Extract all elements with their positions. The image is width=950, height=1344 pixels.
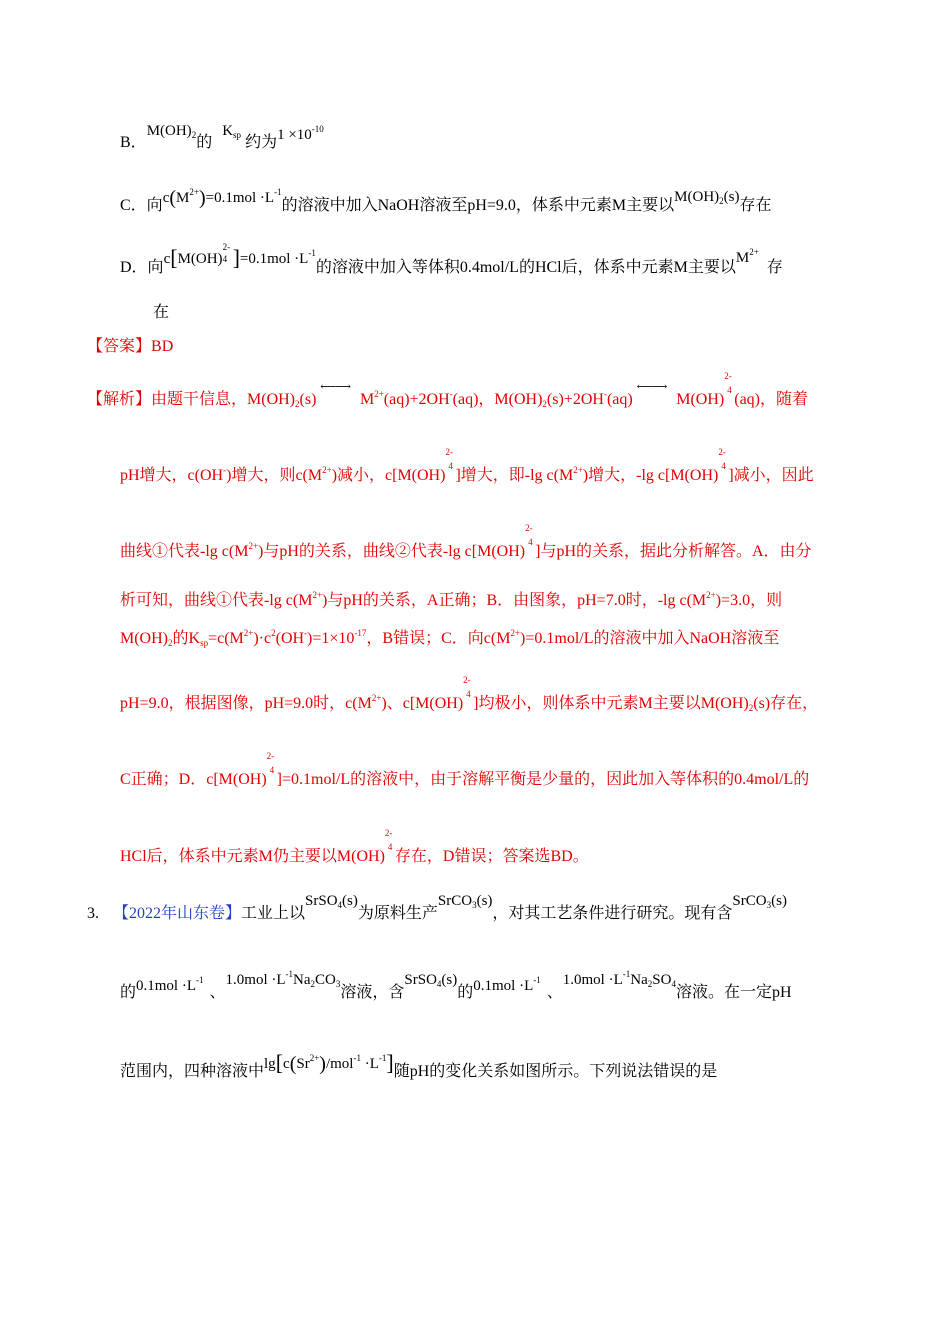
text: 、	[546, 984, 563, 1001]
formula-superscript: -1	[274, 187, 282, 197]
formula-ion-charge	[222, 242, 233, 264]
text: HCl后，体系中元素M仍主要以M(OH)	[120, 848, 385, 865]
ion-charge	[384, 828, 395, 861]
formula-superscript: -1	[622, 969, 631, 979]
formula-superscript: 2+	[309, 1053, 320, 1063]
question-source-tag: 【2022年山东卷】	[113, 905, 242, 922]
formula-srco3	[438, 893, 493, 909]
formula-na2so4	[562, 969, 676, 989]
superscript: -17	[354, 628, 367, 638]
formula-text: 0.1mol ·L	[473, 978, 534, 994]
formula-subscript: 4	[222, 254, 228, 264]
subscript: 4	[727, 385, 732, 395]
formula-superscript: -1	[196, 975, 204, 985]
text: (OH	[275, 630, 305, 647]
subscript: 4	[269, 765, 275, 775]
text: ]均极小，则体系中元素M主要以M(OH)	[473, 695, 749, 712]
paren: )	[319, 1053, 326, 1075]
formula-superscript: 2+	[189, 187, 199, 197]
superscript: 2+	[573, 465, 583, 475]
text: 析可知，曲线①代表-lg c(M	[120, 592, 313, 609]
text: )增大，则c(M	[226, 467, 323, 484]
formula-subscript: 4	[436, 979, 442, 989]
analysis-line-3	[120, 523, 812, 560]
formula-text: SO	[652, 972, 672, 988]
text: 范围内，四种溶液中	[120, 1063, 265, 1080]
text: M(OH)	[676, 391, 725, 408]
question-3-line-1	[87, 893, 787, 922]
formula-text: =0.1mol ·L	[205, 190, 275, 206]
option-c	[120, 187, 772, 214]
superscript: 2-	[445, 447, 453, 457]
bracket: [	[170, 245, 178, 270]
formula-text: M(OH)	[146, 123, 192, 139]
option-d-continuation: 在	[153, 304, 170, 321]
formula-text: M	[735, 250, 750, 266]
text: 曲线①代表-lg c(M	[120, 543, 249, 560]
formula-text: 1 ×10	[277, 127, 312, 143]
text: 由题干信息，M(OH)	[151, 391, 296, 408]
text: (aq)+2OH	[383, 391, 450, 408]
superscript: 2+	[322, 465, 332, 475]
formula-text: Na	[293, 972, 311, 988]
formula-subscript: 2	[647, 979, 653, 989]
text: =c(M	[208, 630, 244, 647]
formula-text: /mol	[325, 1056, 354, 1072]
option-b-text: 的	[196, 134, 213, 151]
text: ]=0.1mol/L的溶液中，由于溶解平衡是少量的，因此加入等体积的0.4mol/L的	[276, 771, 810, 788]
text: 为原料生产	[357, 905, 438, 922]
formula-superscript: -1	[353, 1053, 361, 1063]
formula-text: SrCO	[437, 893, 473, 909]
paren: )	[198, 187, 206, 209]
option-b	[120, 123, 324, 151]
subscript: 4	[448, 461, 453, 471]
analysis-line-4	[120, 591, 782, 609]
bracket: ]	[386, 1050, 394, 1075]
text: 溶液。在一定pH	[675, 984, 792, 1001]
formula-superscript: 2-	[222, 242, 231, 252]
equilibrium-arrows-icon: ⟵⟶	[320, 381, 350, 393]
ion-charge	[525, 523, 535, 556]
formula-superscript: -1	[308, 248, 316, 258]
option-d-text: 的溶液中加入等体积0.4mol/L的HCl后，体系中元素M主要以	[315, 259, 736, 276]
formula-text: K	[222, 123, 234, 139]
formula-superscript: -1	[378, 1053, 387, 1063]
formula-lg-conc	[264, 1050, 394, 1075]
subscript: 2	[295, 399, 300, 409]
text: )增大，-lg c[M(OH)	[582, 467, 719, 484]
subscript: 4	[466, 689, 471, 699]
question-3-line-2	[120, 969, 792, 1001]
formula-subscript: 3	[472, 900, 477, 910]
answer-value: BD	[151, 338, 174, 355]
ion-charge	[724, 371, 734, 404]
subscript: sp	[200, 638, 209, 648]
formula-text: 1.0mol ·L	[562, 972, 623, 988]
formula-srco3	[732, 893, 787, 909]
formula-text: 0.1mol ·L	[136, 978, 197, 994]
formula-text: c	[162, 190, 170, 206]
formula-text: (s)	[441, 972, 458, 988]
text: (s)存在，	[753, 695, 819, 712]
superscript: 2-	[724, 371, 732, 381]
superscript: 2-	[463, 675, 471, 685]
formula-text: SrSO	[404, 972, 437, 988]
formula-subscript: 3	[766, 900, 772, 910]
formula-text: (s)	[476, 893, 493, 909]
ion-charge	[266, 751, 277, 784]
formula-text: SrCO	[732, 893, 767, 909]
text: )=3.0，则	[715, 592, 783, 609]
option-d-formula-m2	[735, 247, 759, 266]
text: pH=9.0，根据图像，pH=9.0时，c(M	[120, 695, 372, 712]
formula-conc	[136, 975, 204, 994]
option-b-text: 约为	[245, 134, 278, 151]
formula-text: Sr	[296, 1056, 310, 1072]
text: C正确；D．c[M(OH)	[120, 771, 267, 788]
superscript: 2	[271, 628, 276, 638]
ion-charge	[463, 675, 473, 708]
formula-text: c	[283, 1056, 290, 1072]
text: )=0.1mol/L的溶液中加入NaOH溶液至	[520, 630, 780, 647]
subscript: 2	[748, 703, 754, 713]
formula-text: M(OH)	[674, 189, 720, 205]
option-c-formula-conc	[162, 187, 282, 209]
paren: (	[289, 1053, 297, 1075]
subscript: 2	[168, 638, 173, 648]
superscript: -	[304, 628, 308, 638]
formula-subscript: 2	[310, 979, 316, 989]
option-b-formula-moh2	[147, 123, 197, 139]
formula-superscript: -1	[285, 969, 294, 979]
question-3-line-3	[120, 1050, 718, 1080]
text: (aq)	[606, 391, 633, 408]
analysis-line-2	[120, 447, 814, 484]
superscript: 2+	[510, 628, 521, 638]
option-d-formula-conc	[163, 242, 316, 270]
formula-subscript: 4	[671, 979, 676, 989]
text: M	[359, 391, 375, 408]
superscript: 2+	[371, 693, 382, 703]
text: ]减小，因此	[728, 467, 814, 484]
formula-text: ·L	[360, 1056, 379, 1072]
superscript: -	[223, 465, 227, 475]
analysis-line-8	[120, 828, 589, 865]
text: 溶液，含	[340, 984, 405, 1001]
analysis-label: 【解析】	[87, 391, 152, 408]
formula-srso4	[305, 893, 358, 909]
formula-text: c	[163, 251, 171, 267]
superscript: 2+	[706, 590, 716, 600]
formula-text: (s)	[342, 893, 358, 909]
text: ]与pH的关系，据此分析解答。A．由分	[535, 543, 812, 560]
analysis-line-7	[120, 751, 810, 788]
superscript: 2+	[374, 389, 384, 399]
text: (s)+2OH	[546, 391, 604, 408]
text: )=1×10	[307, 630, 355, 647]
text: (aq)，M(OH)	[452, 391, 543, 408]
analysis-line-5	[120, 629, 779, 648]
superscript: 2-	[718, 447, 726, 457]
option-c-text: 存在	[739, 197, 772, 214]
formula-text: CO	[315, 972, 336, 988]
formula-text: M(OH)	[177, 251, 223, 267]
subscript: 4	[721, 461, 726, 471]
analysis-line-1	[87, 371, 809, 409]
text: )减小，c[M(OH)	[331, 467, 446, 484]
text: ，B错误；C．向c(M	[366, 630, 511, 647]
formula-subscript: 4	[337, 900, 343, 910]
text: 的	[120, 984, 137, 1001]
formula-text: SrSO	[305, 893, 338, 909]
text: pH增大，c(OH	[120, 467, 224, 484]
formula-text: =0.1mol ·L	[239, 251, 309, 267]
subscript: 4	[387, 842, 393, 852]
superscript: 2-	[525, 523, 533, 533]
option-d	[120, 242, 783, 276]
text: (aq)，随着	[734, 391, 809, 408]
text: 存在，D错误；答案选BD。	[394, 848, 589, 865]
question-number: 3.	[87, 905, 99, 922]
ion-charge	[445, 447, 455, 480]
option-b-formula-ksp	[222, 123, 241, 139]
text: M(OH)	[120, 630, 168, 647]
text: 工业上以	[241, 905, 306, 922]
formula-srso4	[404, 972, 457, 988]
bracket: ]	[232, 245, 240, 270]
formula-na2co3	[225, 969, 341, 989]
superscript: 2-	[266, 751, 275, 761]
formula-superscript: -1	[533, 975, 541, 985]
formula-text: M	[176, 190, 190, 206]
text: 随pH的变化关系如图所示。下列说法错误的是	[393, 1063, 718, 1080]
option-d-text: 存	[766, 259, 783, 276]
option-c-text: 的溶液中加入NaOH溶液至pH=9.0，体系中元素M主要以	[281, 197, 675, 214]
formula-text: (s)	[771, 893, 787, 909]
text: )与pH的关系，曲线②代表-lg c[M(OH)	[258, 543, 526, 560]
formula-text: lg	[264, 1056, 276, 1072]
text: ]增大，即-lg c(M	[455, 467, 574, 484]
text: )·c	[253, 630, 272, 647]
superscript: -	[449, 389, 453, 399]
formula-superscript: -10	[311, 124, 324, 134]
superscript: 2+	[243, 628, 254, 638]
ion-charge	[718, 447, 728, 480]
text: )、c[M(OH)	[381, 695, 464, 712]
formula-text: 1.0mol ·L	[225, 972, 286, 988]
formula-text: (s)	[723, 189, 740, 205]
superscript: 2+	[312, 590, 323, 600]
option-c-formula-moh2	[674, 189, 739, 205]
text: 的	[457, 984, 474, 1001]
formula-subscript: 3	[335, 979, 341, 989]
text: )与pH的关系，A正确；B．由图象，pH=7.0时，-lg c(M	[322, 592, 707, 609]
superscript: 2-	[384, 828, 393, 838]
superscript: 2+	[248, 541, 259, 551]
bracket: [	[275, 1050, 284, 1075]
formula-subscript: sp	[233, 130, 242, 140]
option-b-formula-value	[277, 124, 324, 143]
option-d-label: D．向	[120, 259, 164, 276]
option-b-label: B．	[120, 134, 147, 151]
formula-superscript: 2+	[749, 247, 759, 257]
formula-text: Na	[630, 972, 648, 988]
subscript: 2	[542, 399, 547, 409]
text: 的K	[172, 630, 201, 647]
subscript: 4	[528, 537, 533, 547]
formula-conc	[473, 975, 541, 994]
equilibrium-arrows-icon: ⟵⟶	[636, 381, 667, 393]
text: 、	[209, 984, 226, 1001]
answer-label: 【答案】	[87, 338, 152, 355]
answer	[87, 339, 173, 355]
option-c-label: C．向	[120, 197, 163, 214]
analysis-line-6	[120, 675, 819, 713]
superscript: -	[603, 389, 607, 399]
formula-subscript: 2	[191, 130, 197, 140]
text: (s)	[299, 391, 317, 408]
text: ，对其工艺条件进行研究。现有含	[492, 905, 733, 922]
paren: (	[169, 187, 177, 209]
formula-subscript: 2	[719, 196, 724, 206]
